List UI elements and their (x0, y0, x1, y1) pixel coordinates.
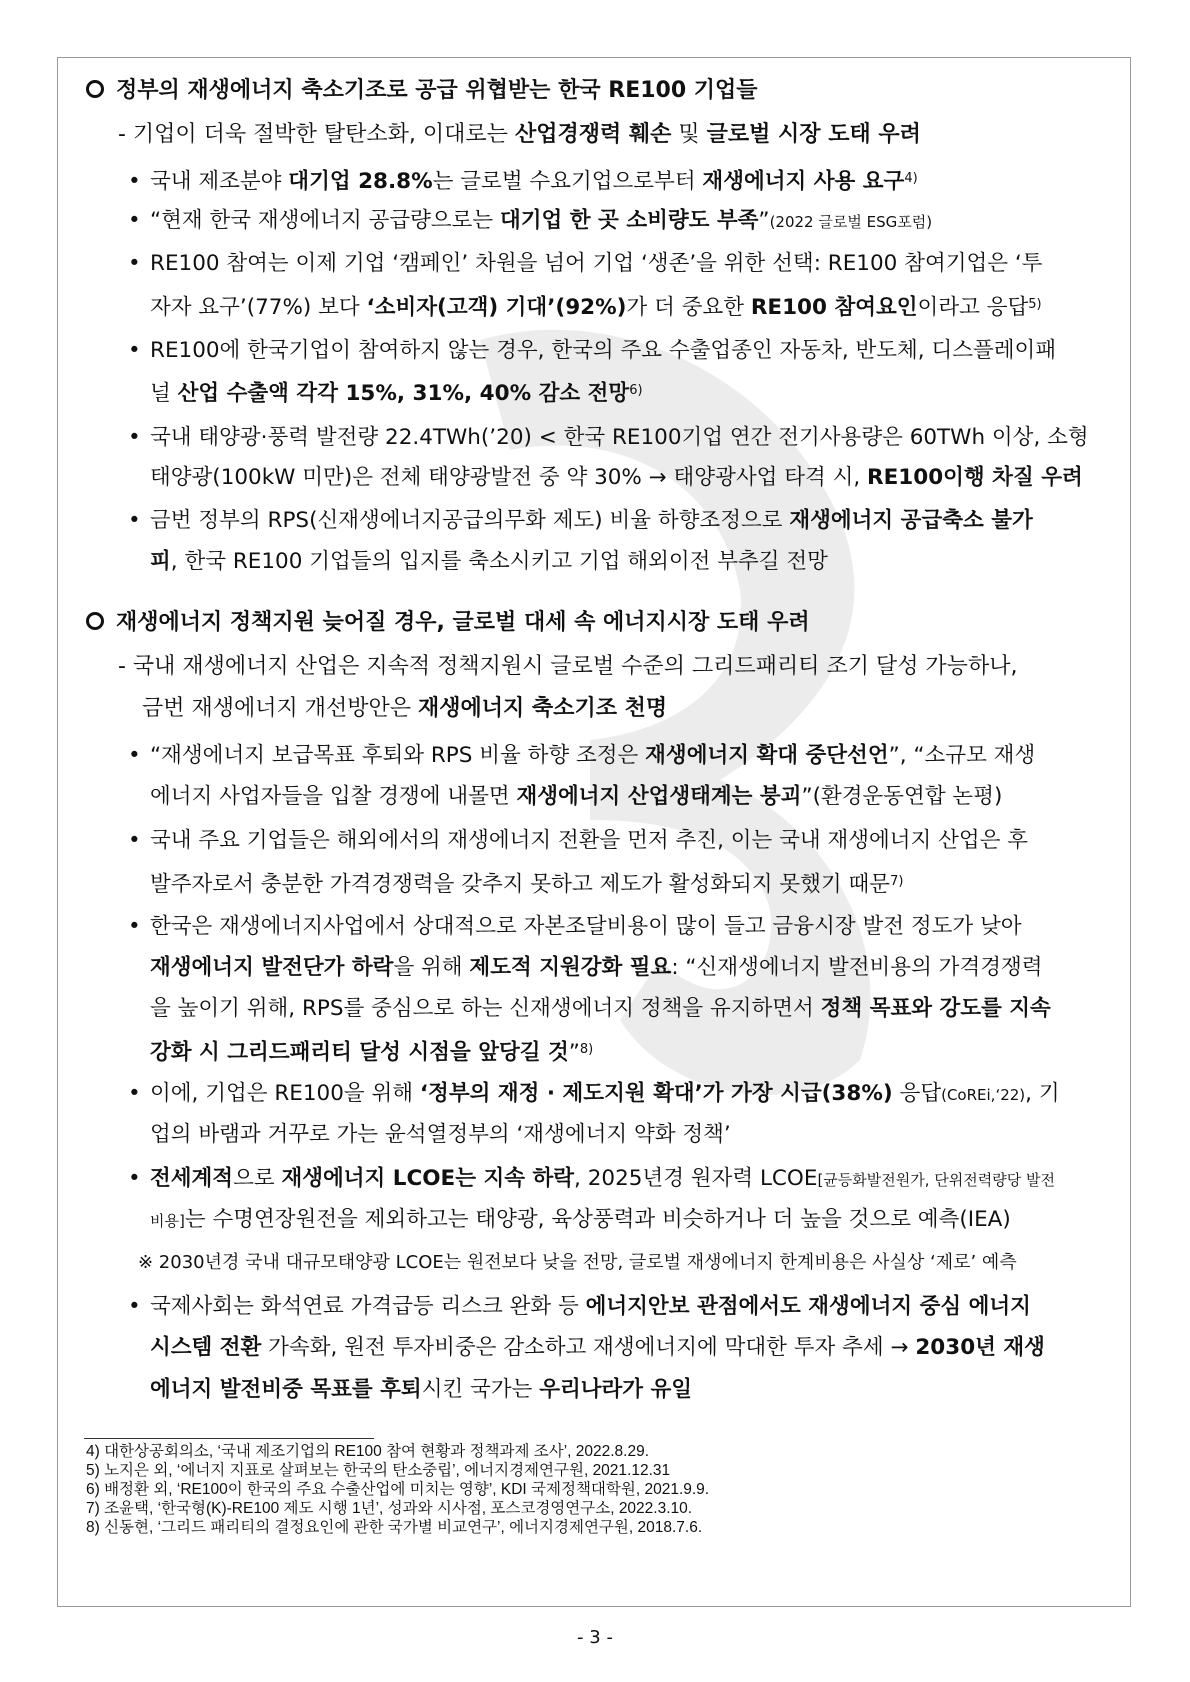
footnote-5: 5) 노지은 외, ‘에너지 지표로 살펴보는 한국의 탄소중립’, 에너지경제연구원, 2021.12.31 (86, 1462, 671, 1479)
page-number: - 3 - (577, 1627, 613, 1648)
s1-bullet-5: • 국내 태양광·풍력 발전량 22.4TWh(’20) < 한국 RE100기업 연간 전기사용량은 60TWh 이상, 소형 (128, 425, 1089, 450)
s2-bullet-2-cont: 발주자로서 충분한 가격경쟁력을 갖추지 못하고 제도가 활성화되지 못했기 때문$^{7)}$ (150, 872, 904, 897)
s1-bullet-6: • 금번 정부의 RPS(신재생에너지공급의무화 제도) 비율 하향조정으로 재생에너지 공급축소 불가 (128, 508, 1033, 533)
s2-bullet-5: • 전세계적으로 재생에너지 LCOE는 지속 하락, 2025년경 원자력 LCOE[균등화발전원가, 단위전력량당 발전 (128, 1166, 1055, 1191)
footnote-7: 7) 조윤택, ‘한국형(K)-RE100 제도 시행 1년’, 성과와 시사점, 포스코경영연구소, 2022.3.10. (86, 1500, 693, 1517)
s2-bullet-6-cont-1: 시스템 전환 가속화, 원전 투자비중은 감소하고 재생에너지에 막대한 투자 추세 → 2030년 재생 (150, 1335, 1045, 1360)
s2-bullet-3-cont-1: 재생에너지 발전단가 하락을 위해 제도적 지원강화 필요: “신재생에너지 발전비용의 가격경쟁력 (150, 955, 1043, 980)
s2-bullet-1: • “재생에너지 보급목표 후퇴와 RPS 비율 하향 조정은 재생에너지 확대 중단선언”, “소규모 재생 (128, 743, 1036, 768)
footnote-divider (84, 1438, 374, 1439)
circle-bullet-icon (86, 80, 104, 98)
section1-sub: - 기업이 더욱 절박한 탈탄소화, 이대로는 산업경쟁력 훼손 및 글로벌 시장 도태 우려 (118, 122, 921, 147)
s2-bullet-1-cont: 에너지 사업자들을 입찰 경쟁에 내몰면 재생에너지 산업생태계는 붕괴”(환경운동연합 논평) (150, 784, 1003, 809)
s2-bullet-6: • 국제사회는 화석연료 가격급등 리스크 완화 등 에너지안보 관점에서도 재생에너지 중심 에너지 (128, 1294, 1031, 1319)
section1-heading: 정부의 재생에너지 축소기조로 공급 위협받는 한국 RE100 기업들 (86, 76, 758, 106)
s1-bullet-4-cont: 널 산업 수출액 각각 15%, 31%, 40% 감소 전망$^{6)}$ (150, 381, 643, 406)
s1-bullet-5-cont: 태양광(100kW 미만)은 전체 태양광발전 중 약 30% → 태양광사업 타격 시, RE100이행 차질 우려 (150, 465, 1083, 490)
section2-sub: - 국내 재생에너지 산업은 지속적 정책지원시 글로벌 수준의 그리드패리티 조기 달성 가능하나, (118, 654, 1018, 679)
s2-note: ※ 2030년경 국내 대규모태양광 LCOE는 원전보다 낮을 전망, 글로벌 재생에너지 한계비용은 사실상 ‘제로’ 예측 (138, 1252, 1017, 1273)
s2-bullet-2: • 국내 주요 기업들은 해외에서의 재생에너지 전환을 먼저 추진, 이는 국내 재생에너지 산업은 후 (128, 828, 1029, 853)
s2-bullet-3: • 한국은 재생에너지사업에서 상대적으로 자본조달비용이 많이 들고 금융시장 발전 정도가 낮아 (128, 914, 1022, 939)
s2-bullet-6-cont-2: 에너지 발전비중 목표를 후퇴시킨 국가는 우리나라가 유일 (150, 1377, 693, 1402)
section2-sub-cont: 금번 재생에너지 개선방안은 재생에너지 축소기조 천명 (142, 696, 668, 721)
circle-bullet-icon (86, 612, 104, 630)
footnote-4: 4) 대한상공회의소, ‘국내 제조기업의 RE100 참여 현황과 정책과제 조사’, 2022.8.29. (86, 1443, 650, 1460)
s1-bullet-3: • RE100 참여는 이제 기업 ‘캠페인’ 차원을 넘어 기업 ‘생존’을 위한 선택: RE100 참여기업은 ‘투 (128, 251, 1043, 276)
footnote-6: 6) 배정환 외, ‘RE100이 한국의 주요 수출산업에 미치는 영향’, KDI 국제정책대학원, 2021.9.9. (86, 1481, 710, 1498)
s2-bullet-3-cont-3: 강화 시 그리드패리티 달성 시점을 앞당길 것”$^{8)}$ (150, 1040, 594, 1065)
s2-bullet-4: • 이에, 기업은 RE100을 위해 ‘정부의 재정 · 제도지원 확대’가 가장 시급(38%) 응답(CoREi,‘22), 기 (128, 1081, 1060, 1106)
s1-bullet-4: • RE100에 한국기업이 참여하지 않는 경우, 한국의 주요 수출업종인 자동차, 반도체, 디스플레이패 (128, 338, 1057, 363)
s1-bullet-6-cont: 피, 한국 RE100 기업들의 입지를 축소시키고 기업 해외이전 부추길 전망 (150, 549, 828, 574)
s1-bullet-1: • 국내 제조분야 대기업 28.8%는 글로벌 수요기업으로부터 재생에너지 사용 요구$^{4)}$ (128, 169, 918, 194)
section2-heading: 재생에너지 정책지원 늦어질 경우, 글로벌 대세 속 에너지시장 도태 우려 (86, 608, 810, 638)
s2-bullet-5-cont: 비용]는 수명연장원전을 제외하고는 태양광, 육상풍력과 비슷하거나 더 높을 것으로 예측(IEA) (150, 1207, 1011, 1232)
s1-bullet-2: • “현재 한국 재생에너지 공급량으로는 대기업 한 곳 소비량도 부족”(2022 글로벌 ESG포럼) (128, 208, 933, 233)
s2-bullet-4-cont: 업의 바램과 거꾸로 가는 윤석열정부의 ‘재생에너지 약화 정책’ (150, 1122, 731, 1147)
s2-bullet-3-cont-2: 을 높이기 위해, RPS를 중심으로 하는 신재생에너지 정책을 유지하면서 정책 목표와 강도를 지속 (150, 996, 1051, 1021)
s1-bullet-3-cont: 자자 요구’(77%) 보다 ‘소비자(고객) 기대’(92%)가 더 중요한 RE100 참여요인이라고 응답$^{5)}$ (150, 295, 1042, 320)
footnote-8: 8) 신동현, ‘그리드 패리티의 결정요인에 관한 국가별 비교연구’, 에너지경제연구원, 2018.7.6. (86, 1519, 703, 1536)
